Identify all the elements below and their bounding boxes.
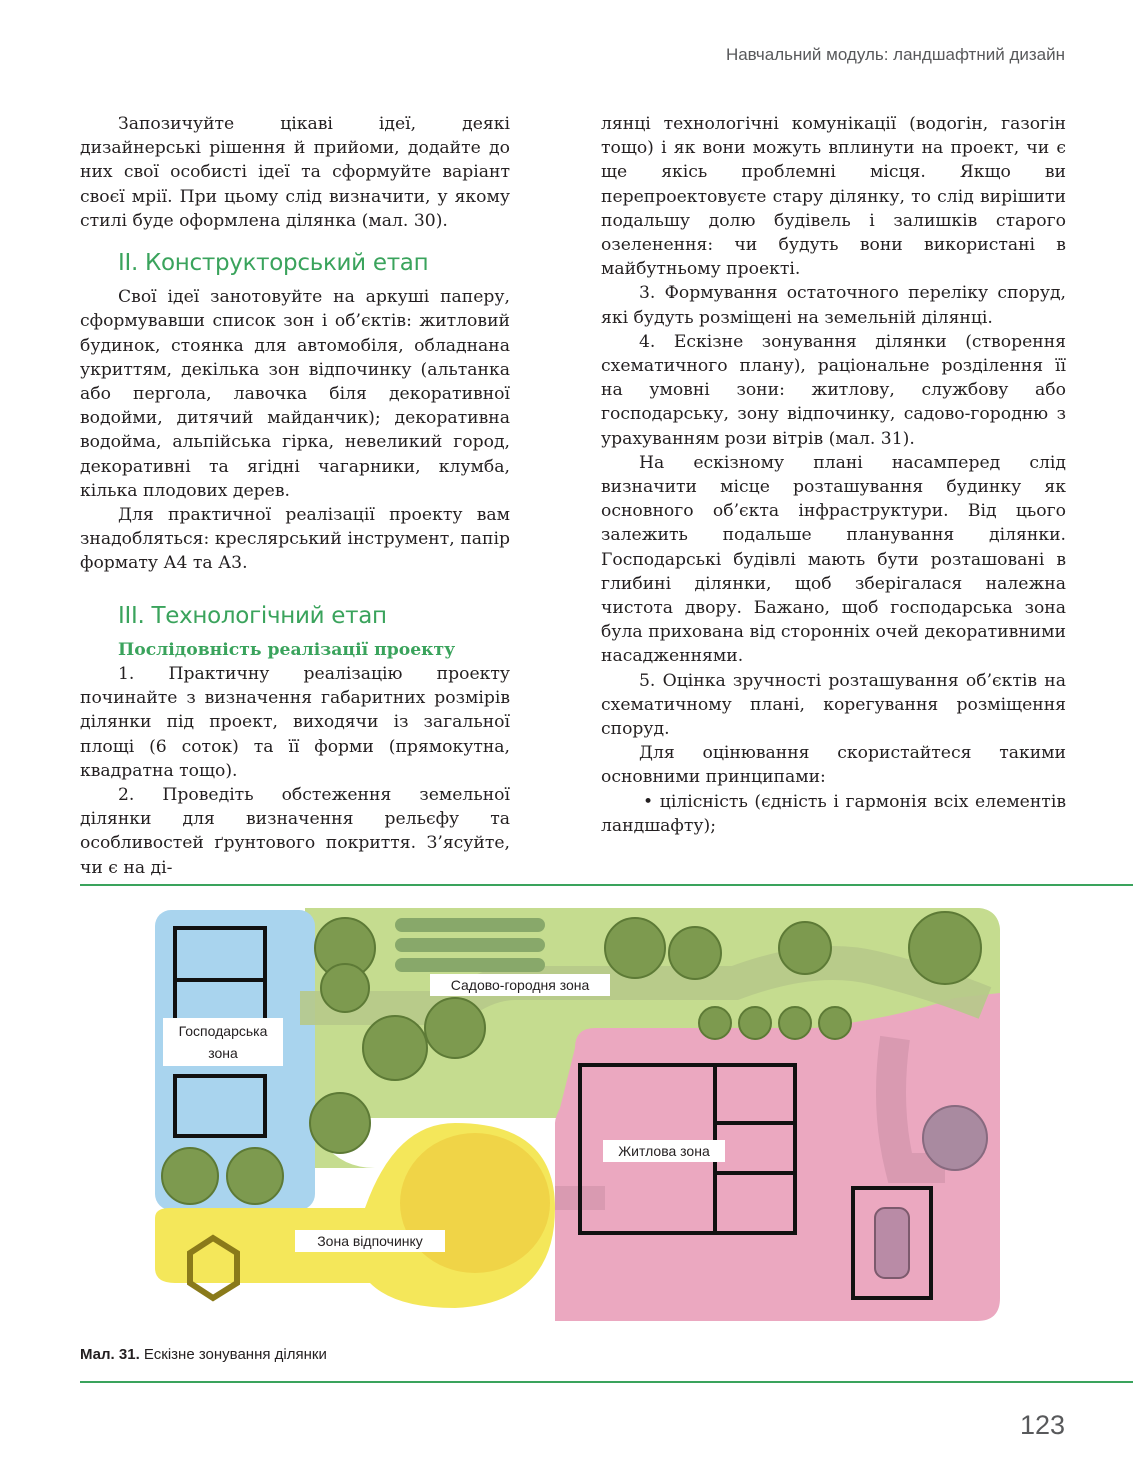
paragraph: 2. Проведіть обстеження земельної ділянки для визначення рельєфу та особливостей ґрунтового покриття. З’ясуйте, чи є на ді- [80,785,510,878]
label-rest-zone: Зона відпочинку [317,1233,423,1249]
bullet-item: • цілісність (єдність і гармонія всіх елементів ландшафту); [601,791,1066,836]
subheading: Послідовність реалізації проекту [118,639,456,660]
section-heading-constructive: II. Конструкторський етап [118,250,429,277]
label-living-zone: Житлова зона [618,1143,710,1159]
paragraph: 5. Оцінка зручності розташування об’єктів на схематичному плані, корегування розміщення споруд. [601,670,1066,740]
caption-text: Ескізне зонування ділянки [143,1346,327,1363]
paragraph: Свої ідеї занотовуйте на аркуші паперу, сформувавши список зон і об’єктів: житловий будинок, стоянка для автомобіля, обладнана укриттям, декілька зон відпочинку (альтанка або пергола, лавочка біля декоративної водойми, дитячий майданчик); декоративна водойма, альпійська гірка, невеликий город, декоративні та ягідні чагарники, клумба, кілька плодових дерев. [80,287,510,501]
paragraph: 4. Ескізне зонування ділянки (створення схематичного плану), раціональне розділення її на умовні зони: житлову, службову або господарську, зону відпочинку, садово-городню з урахуванням рози вітрів (мал. 31). [601,331,1066,449]
right-column [601,112,1066,838]
running-header: Навчальний модуль: ландшафтний дизайн [725,45,1065,64]
vegetable-beds [395,918,545,972]
caption-label: Мал. 31. [80,1346,140,1363]
label-utility-zone-line1: Господарська [178,1023,268,1039]
paragraph: 3. Формування остаточного переліку споруд, які будуть розміщені на земельній ділянці. [601,283,1066,328]
paragraph: Запозичуйте цікаві ідеї, деякі дизайнерські рішення й прийоми, додайте до них свої особисті ідеї та сформуйте варіант своєї мрії. При цьому слід визначити, у якому стилі буде оформлена ділянка (мал. 30). [80,114,510,231]
car-icon [875,1208,909,1278]
paragraph: лянці технологічні комунікації (водогін, газогін тощо) і як вони можуть вплинути на проект, чи є ще якісь проблемні місця. Якщо ви перепроектовуєте стару ділянку, то слід вирішити подальшу долю будівель і залишків старого озеленення: чи будуть вони використані в майбутньому проекті. [601,114,1066,280]
paragraph: Для оцінювання скористайтеся такими основними принципами: [601,743,1066,788]
left-column [80,112,510,880]
label-utility-zone-line2: зона [208,1045,238,1061]
section-heading-technological: III. Технологічний етап [118,602,387,629]
figure-caption [80,1346,327,1363]
paragraph: Для практичної реалізації проекту вам знадобляться: креслярський інструмент, папір формату А4 та А3. [80,505,510,574]
site-zoning-plan [155,908,1010,1326]
figure-top-rule [80,884,1133,886]
paragraph: На ескізному плані насамперед слід визначити місце розташування будинку як основного об’єкта інфраструктури. Від цього залежить подальше планування ділянки. Господарські будівлі мають бути розташовані в глибині ділянки, щоб зберігалася належна чистота двору. Бажано, щоб господарська зона була прихована від сторонніх очей декоративними насадженнями. [601,452,1066,667]
page-number: 123 [1019,1410,1065,1440]
label-garden-zone: Садово-городня зона [450,977,590,993]
paragraph: 1. Практичну реалізацію проекту починайте з визначення габаритних розмірів ділянки під проект, виходячи із загальної площі (6 соток) та її форми (прямокутна, квадратна тощо). [80,664,510,781]
figure-bottom-rule [80,1381,1133,1383]
